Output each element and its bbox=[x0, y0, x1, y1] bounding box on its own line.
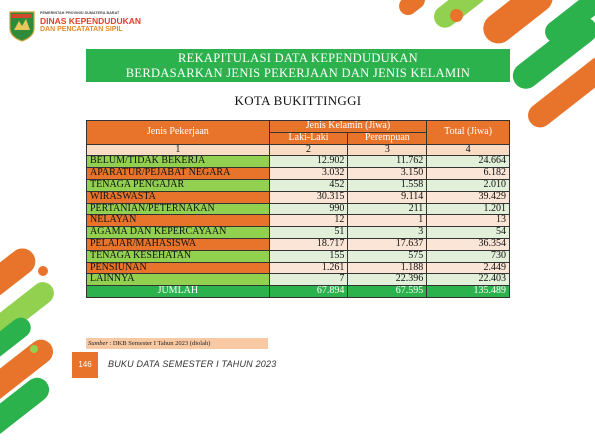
total-count: 730 bbox=[427, 250, 510, 262]
female-count: 3.150 bbox=[348, 168, 427, 180]
table-row bbox=[87, 203, 510, 215]
table-row bbox=[87, 215, 510, 227]
total-count: 2.010 bbox=[427, 179, 510, 191]
col-header-male: Laki-Laki bbox=[269, 132, 348, 144]
occupation-name: BELUM/TIDAK BEKERJA bbox=[87, 156, 270, 168]
total-count: 6.182 bbox=[427, 168, 510, 180]
source-text: : DKB Semester I Tahun 2023 (diolah) bbox=[107, 340, 211, 347]
province-crest-icon bbox=[8, 10, 36, 42]
title-line1: REKAPITULASI DATA KEPENDUDUKAN bbox=[178, 51, 418, 65]
decor-dot bbox=[450, 9, 463, 22]
male-count: 990 bbox=[269, 203, 348, 215]
occupation-name: TENAGA PENGAJAR bbox=[87, 179, 270, 191]
col-header-female: Perempuan bbox=[348, 132, 427, 144]
report-title bbox=[86, 49, 510, 82]
decor-pill bbox=[395, 0, 428, 19]
male-count: 18.717 bbox=[269, 238, 348, 250]
table-body bbox=[87, 156, 510, 286]
decor-dot bbox=[575, 84, 585, 94]
column-number: 1 bbox=[87, 144, 270, 156]
total-count: 13 bbox=[427, 215, 510, 227]
female-count: 22.396 bbox=[348, 274, 427, 286]
col-header-gender: Jenis Kelamin (Jiwa) bbox=[269, 121, 427, 133]
table-row bbox=[87, 156, 510, 168]
table-row bbox=[87, 274, 510, 286]
table-row bbox=[87, 168, 510, 180]
occupation-name: WIRASWASTA bbox=[87, 191, 270, 203]
occupation-gender-table bbox=[86, 120, 510, 298]
female-count: 1 bbox=[348, 215, 427, 227]
total-count: 39.429 bbox=[427, 191, 510, 203]
page-number: 146 bbox=[72, 352, 98, 378]
male-count: 452 bbox=[269, 179, 348, 191]
source-note bbox=[86, 338, 268, 349]
header-line2: DINAS KEPENDUDUKAN bbox=[40, 16, 142, 26]
agency-header bbox=[40, 11, 141, 33]
total-count: 22.403 bbox=[427, 274, 510, 286]
table-row bbox=[87, 250, 510, 262]
header-line1: PEMERINTAH PROVINSI SUMATERA BARAT bbox=[40, 11, 120, 15]
column-number-row bbox=[87, 144, 510, 156]
female-count: 17.637 bbox=[348, 238, 427, 250]
male-count: 155 bbox=[269, 250, 348, 262]
total-count: 1.201 bbox=[427, 203, 510, 215]
male-count: 7 bbox=[269, 274, 348, 286]
footer-title: BUKU DATA SEMESTER I TAHUN 2023 bbox=[108, 359, 277, 369]
male-count: 12 bbox=[269, 215, 348, 227]
total-count: 24.664 bbox=[427, 156, 510, 168]
occupation-name: AGAMA DAN KEPERCAYAAN bbox=[87, 227, 270, 239]
female-count: 211 bbox=[348, 203, 427, 215]
occupation-name: NELAYAN bbox=[87, 215, 270, 227]
col-header-total: Total (Jiwa) bbox=[427, 121, 510, 145]
total-row bbox=[87, 286, 510, 298]
total-count: 2.449 bbox=[427, 262, 510, 274]
female-count: 11.762 bbox=[348, 156, 427, 168]
male-count: 3.032 bbox=[269, 168, 348, 180]
table-row bbox=[87, 262, 510, 274]
title-line2: BERDASARKAN JENIS PEKERJAAN DAN JENIS KELAMIN bbox=[125, 66, 471, 80]
total-label: JUMLAH bbox=[87, 286, 270, 298]
header-line3: DAN PENCATATAN SIPIL bbox=[40, 26, 123, 33]
source-label: Sumber bbox=[88, 340, 108, 347]
male-count: 1.261 bbox=[269, 262, 348, 274]
decor-dot bbox=[30, 345, 38, 353]
occupation-name: PENSIUNAN bbox=[87, 262, 270, 274]
total-female: 67.595 bbox=[348, 286, 427, 298]
total-count: 54 bbox=[427, 227, 510, 239]
total-male: 67.894 bbox=[269, 286, 348, 298]
male-count: 51 bbox=[269, 227, 348, 239]
decor-dot bbox=[38, 266, 48, 276]
table-row bbox=[87, 179, 510, 191]
total-all: 135.489 bbox=[427, 286, 510, 298]
occupation-name: LAINNYA bbox=[87, 274, 270, 286]
col-header-job: Jenis Pekerjaan bbox=[87, 121, 270, 145]
table-row bbox=[87, 227, 510, 239]
male-count: 30.315 bbox=[269, 191, 348, 203]
female-count: 1.188 bbox=[348, 262, 427, 274]
occupation-name: TENAGA KESEHATAN bbox=[87, 250, 270, 262]
table-row bbox=[87, 238, 510, 250]
column-number: 2 bbox=[269, 144, 348, 156]
female-count: 575 bbox=[348, 250, 427, 262]
female-count: 9.114 bbox=[348, 191, 427, 203]
column-number: 3 bbox=[348, 144, 427, 156]
occupation-name: APARATUR/PEJABAT NEGARA bbox=[87, 168, 270, 180]
female-count: 1.558 bbox=[348, 179, 427, 191]
occupation-name: PELAJAR/MAHASISWA bbox=[87, 238, 270, 250]
female-count: 3 bbox=[348, 227, 427, 239]
occupation-name: PERTANIAN/PETERNAKAN bbox=[87, 203, 270, 215]
region-subtitle: KOTA BUKITTINGGI bbox=[234, 93, 362, 108]
male-count: 12.902 bbox=[269, 156, 348, 168]
table-row bbox=[87, 191, 510, 203]
column-number: 4 bbox=[427, 144, 510, 156]
total-count: 36.354 bbox=[427, 238, 510, 250]
